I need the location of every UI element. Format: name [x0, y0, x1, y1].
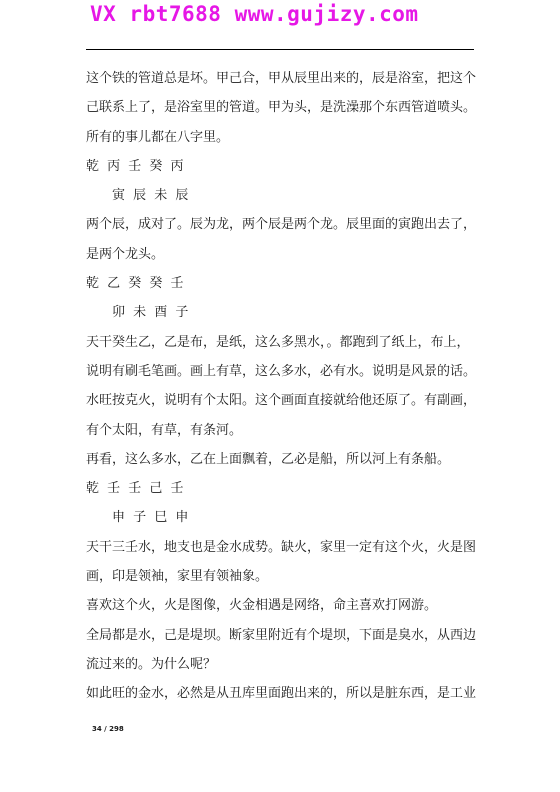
- chart-branches-line: 申 子 巳 申: [112, 510, 190, 526]
- watermark-text: VX rbt7688 www.gujizy.com: [90, 2, 419, 26]
- page-header: [0, 0, 560, 36]
- header-rule: [86, 49, 474, 50]
- paragraph: 再看，这么多水，乙在上面飘着，乙必是船，所以河上有条船。: [86, 451, 451, 467]
- paragraph: 天干癸生乙，乙是布，是纸，这么多黑水，。都跑到了纸上，布上，说明有刷毛笔画。画上有草，这么多水，必有水。说明是风景的话。水旺按克火，说明有个太阳。这个画面直接就给他还原了。有副画，有个太阳，有草，有条河。: [86, 334, 477, 438]
- paragraph: 天干三壬水，地支也是金水成势。缺火，家里一定有这个火，火是图画，印是领袖，家里有领袖象。: [86, 539, 477, 585]
- paragraph: 如此旺的金水，必然是从丑库里面跑出来的，所以是脏东西，是工业: [86, 686, 477, 702]
- paragraph: 全局都是水，己是堤坝。断家里附近有个堤坝，下面是臭水，从西边流过来的。为什么呢？: [86, 627, 477, 672]
- paragraph: 两个辰，成对了。辰为龙，两个辰是两个龙。辰里面的寅跑出去了，是两个龙头。: [86, 217, 477, 262]
- chart-stems-line: 乾 壬 壬 己 壬: [86, 481, 185, 497]
- paragraph: 喜欢这个火，火是图像，火金相遇是网络，命主喜欢打网游。: [86, 598, 438, 614]
- paragraph: 这个铁的管道总是坏。甲己合，甲从辰里出来的，辰是浴室，把这个己联系上了，是浴室里的管道。甲为头，是洗澡那个东西管道喷头。所有的事儿都在八字里。: [86, 71, 477, 145]
- chart-stems-line: 乾 乙 癸 癸 壬: [86, 276, 185, 292]
- page-body: [86, 64, 478, 709]
- chart-branches-line: 寅 辰 未 辰: [112, 188, 190, 204]
- chart-stems-line: 乾 丙 壬 癸 丙: [86, 158, 185, 174]
- chart-branches-line: 卯 未 酉 子: [112, 305, 190, 321]
- page-number: 34 / 298: [92, 725, 124, 733]
